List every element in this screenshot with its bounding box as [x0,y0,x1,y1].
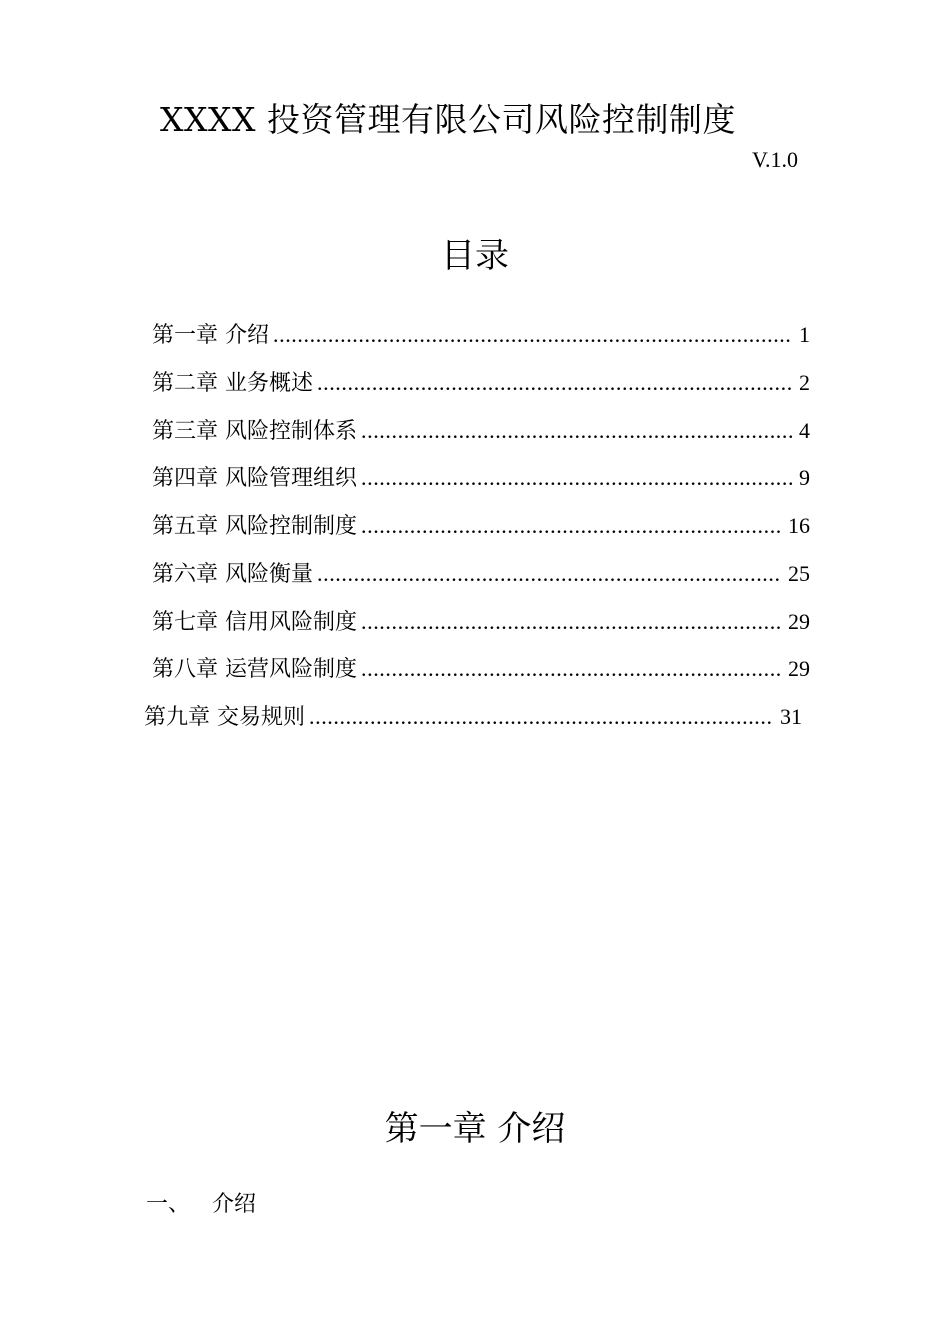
toc-leader-dots [361,509,782,543]
toc-entry[interactable] [152,414,810,448]
toc-entry-page: 4 [799,418,810,443]
toc-entry[interactable] [152,557,810,591]
toc-entry[interactable] [152,318,810,352]
toc-entry-page: 16 [788,513,810,538]
toc-leader-dots [361,461,793,495]
toc-entry-label: 第四章 风险管理组织 [152,466,357,491]
toc-entry-label: 第六章 风险衡量 [152,562,313,587]
toc-entry-label: 第九章 交易规则 [144,705,305,730]
section-title: 介绍 [212,1192,257,1217]
toc-entry-label: 第一章 介绍 [152,323,269,348]
section-number: 一、 [146,1192,191,1217]
toc-leader-dots [361,605,782,639]
toc-entry-page: 2 [799,370,810,395]
toc-entry-label: 第七章 信用风险制度 [152,610,357,635]
toc-entry-label: 第二章 业务概述 [152,371,313,396]
toc-entry[interactable] [152,509,810,543]
section-heading [146,1188,256,1222]
toc-entry[interactable] [152,605,810,639]
toc-entry[interactable] [152,652,810,686]
toc-entry-page: 25 [788,561,810,586]
toc-entry[interactable] [144,700,802,734]
toc-entry-page: 9 [799,465,810,490]
toc-entry-label: 第八章 运营风险制度 [152,657,357,682]
toc-leader-dots [361,652,782,686]
toc-entry[interactable] [152,366,810,400]
document-title: XXXX 投资管理有限公司风险控制制度 [160,100,736,139]
document-version: V.1.0 [752,147,799,172]
toc-entry[interactable] [152,461,810,495]
chapter-heading: 第一章 介绍 [384,1109,566,1149]
toc-heading: 目录 [441,236,509,276]
toc-entry-page: 1 [799,322,810,347]
toc-entry-label: 第三章 风险控制体系 [152,419,357,444]
toc-entry-page: 31 [780,704,802,729]
toc-leader-dots [361,414,793,448]
toc-entry-label: 第五章 风险控制制度 [152,514,357,539]
toc-leader-dots [317,366,793,400]
toc-entry-page: 29 [788,656,810,681]
toc-leader-dots [317,557,782,591]
toc-entry-page: 29 [788,609,810,634]
toc-leader-dots [273,318,793,352]
toc-leader-dots [309,700,774,734]
